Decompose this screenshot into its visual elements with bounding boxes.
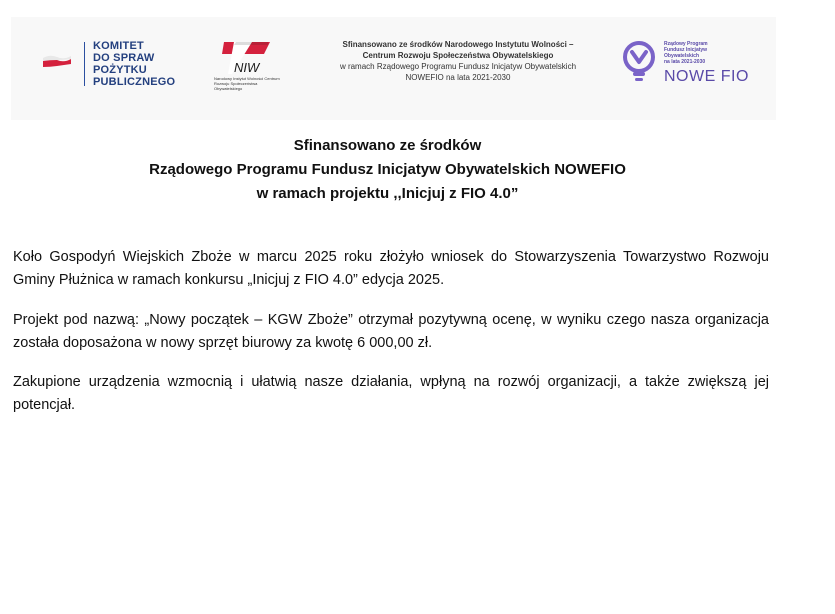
komitet-line: POŻYTKU xyxy=(93,64,147,76)
niw-logo xyxy=(218,40,276,76)
title-line: Rządowego Programu Fundusz Inicjatyw Obywatelskich NOWEFIO xyxy=(149,161,626,178)
fio-small-line: Obywatelskich xyxy=(664,53,700,59)
komitet-line: KOMITET xyxy=(93,40,144,52)
funding-statement xyxy=(300,39,616,83)
fio-small-line: Fundusz Inicjatyw xyxy=(664,47,708,53)
page-title xyxy=(0,134,775,206)
paragraph-project: Projekt pod nazwą: „Nowy początek – KGW Zboże” otrzymał pozytywną ocenę, w wyniku czego nasza organizacja została doposażona w nowy sprzęt biurowy za kwotę 6 000,00 zł. xyxy=(13,312,769,351)
komitet-line: DO SPRAW xyxy=(93,52,155,64)
niw-logo-text: NIW xyxy=(234,60,260,75)
funding-line: w ramach Rządowego Programu Fundusz Inicjatyw Obywatelskich xyxy=(339,62,577,71)
funding-line: NOWEFIO na lata 2021-2030 xyxy=(405,73,511,82)
komitet-divider xyxy=(84,42,85,86)
paragraph-application: Koło Gospodyń Wiejskich Zboże w marcu 2025 roku złożyło wniosek do Stowarzyszenia Towarzystwo Rozwoju Gminy Płużnica w ramach konkursu „Inicjuj z FIO 4.0” edycja 2025. xyxy=(13,249,769,288)
title-line: Sfinansowano ze środków xyxy=(293,137,482,154)
komitet-logo-text xyxy=(93,40,175,88)
funding-line: Sfinansowano ze środków Narodowego Instytutu Wolności – xyxy=(342,40,574,49)
polish-flag-icon xyxy=(42,55,72,71)
paragraph-impact: Zakupione urządzenia wzmocnią i ułatwią nasze działania, wpłyną na rozwój organizacji, a także zwiększą jej potencjał. xyxy=(13,374,769,413)
fio-small-line: Rządowy Program xyxy=(664,41,708,47)
fio-small-text xyxy=(664,41,708,65)
komitet-line: PUBLICZNEGO xyxy=(93,76,176,88)
title-line: w ramach projektu ,,Inicjuj z FIO 4.0” xyxy=(256,185,519,202)
fio-bulb-icon xyxy=(620,40,658,84)
funding-line: Centrum Rozwoju Społeczeństwa Obywatelskiego xyxy=(362,51,554,60)
niw-caption: Narodowy Instytut Wolności Centrum Rozwoju Społeczeństwa Obywatelskiego xyxy=(214,76,280,91)
nowe-fio-wordmark: NOWE FIO xyxy=(664,68,749,85)
fio-small-line: na lata 2021-2030 xyxy=(664,59,706,65)
